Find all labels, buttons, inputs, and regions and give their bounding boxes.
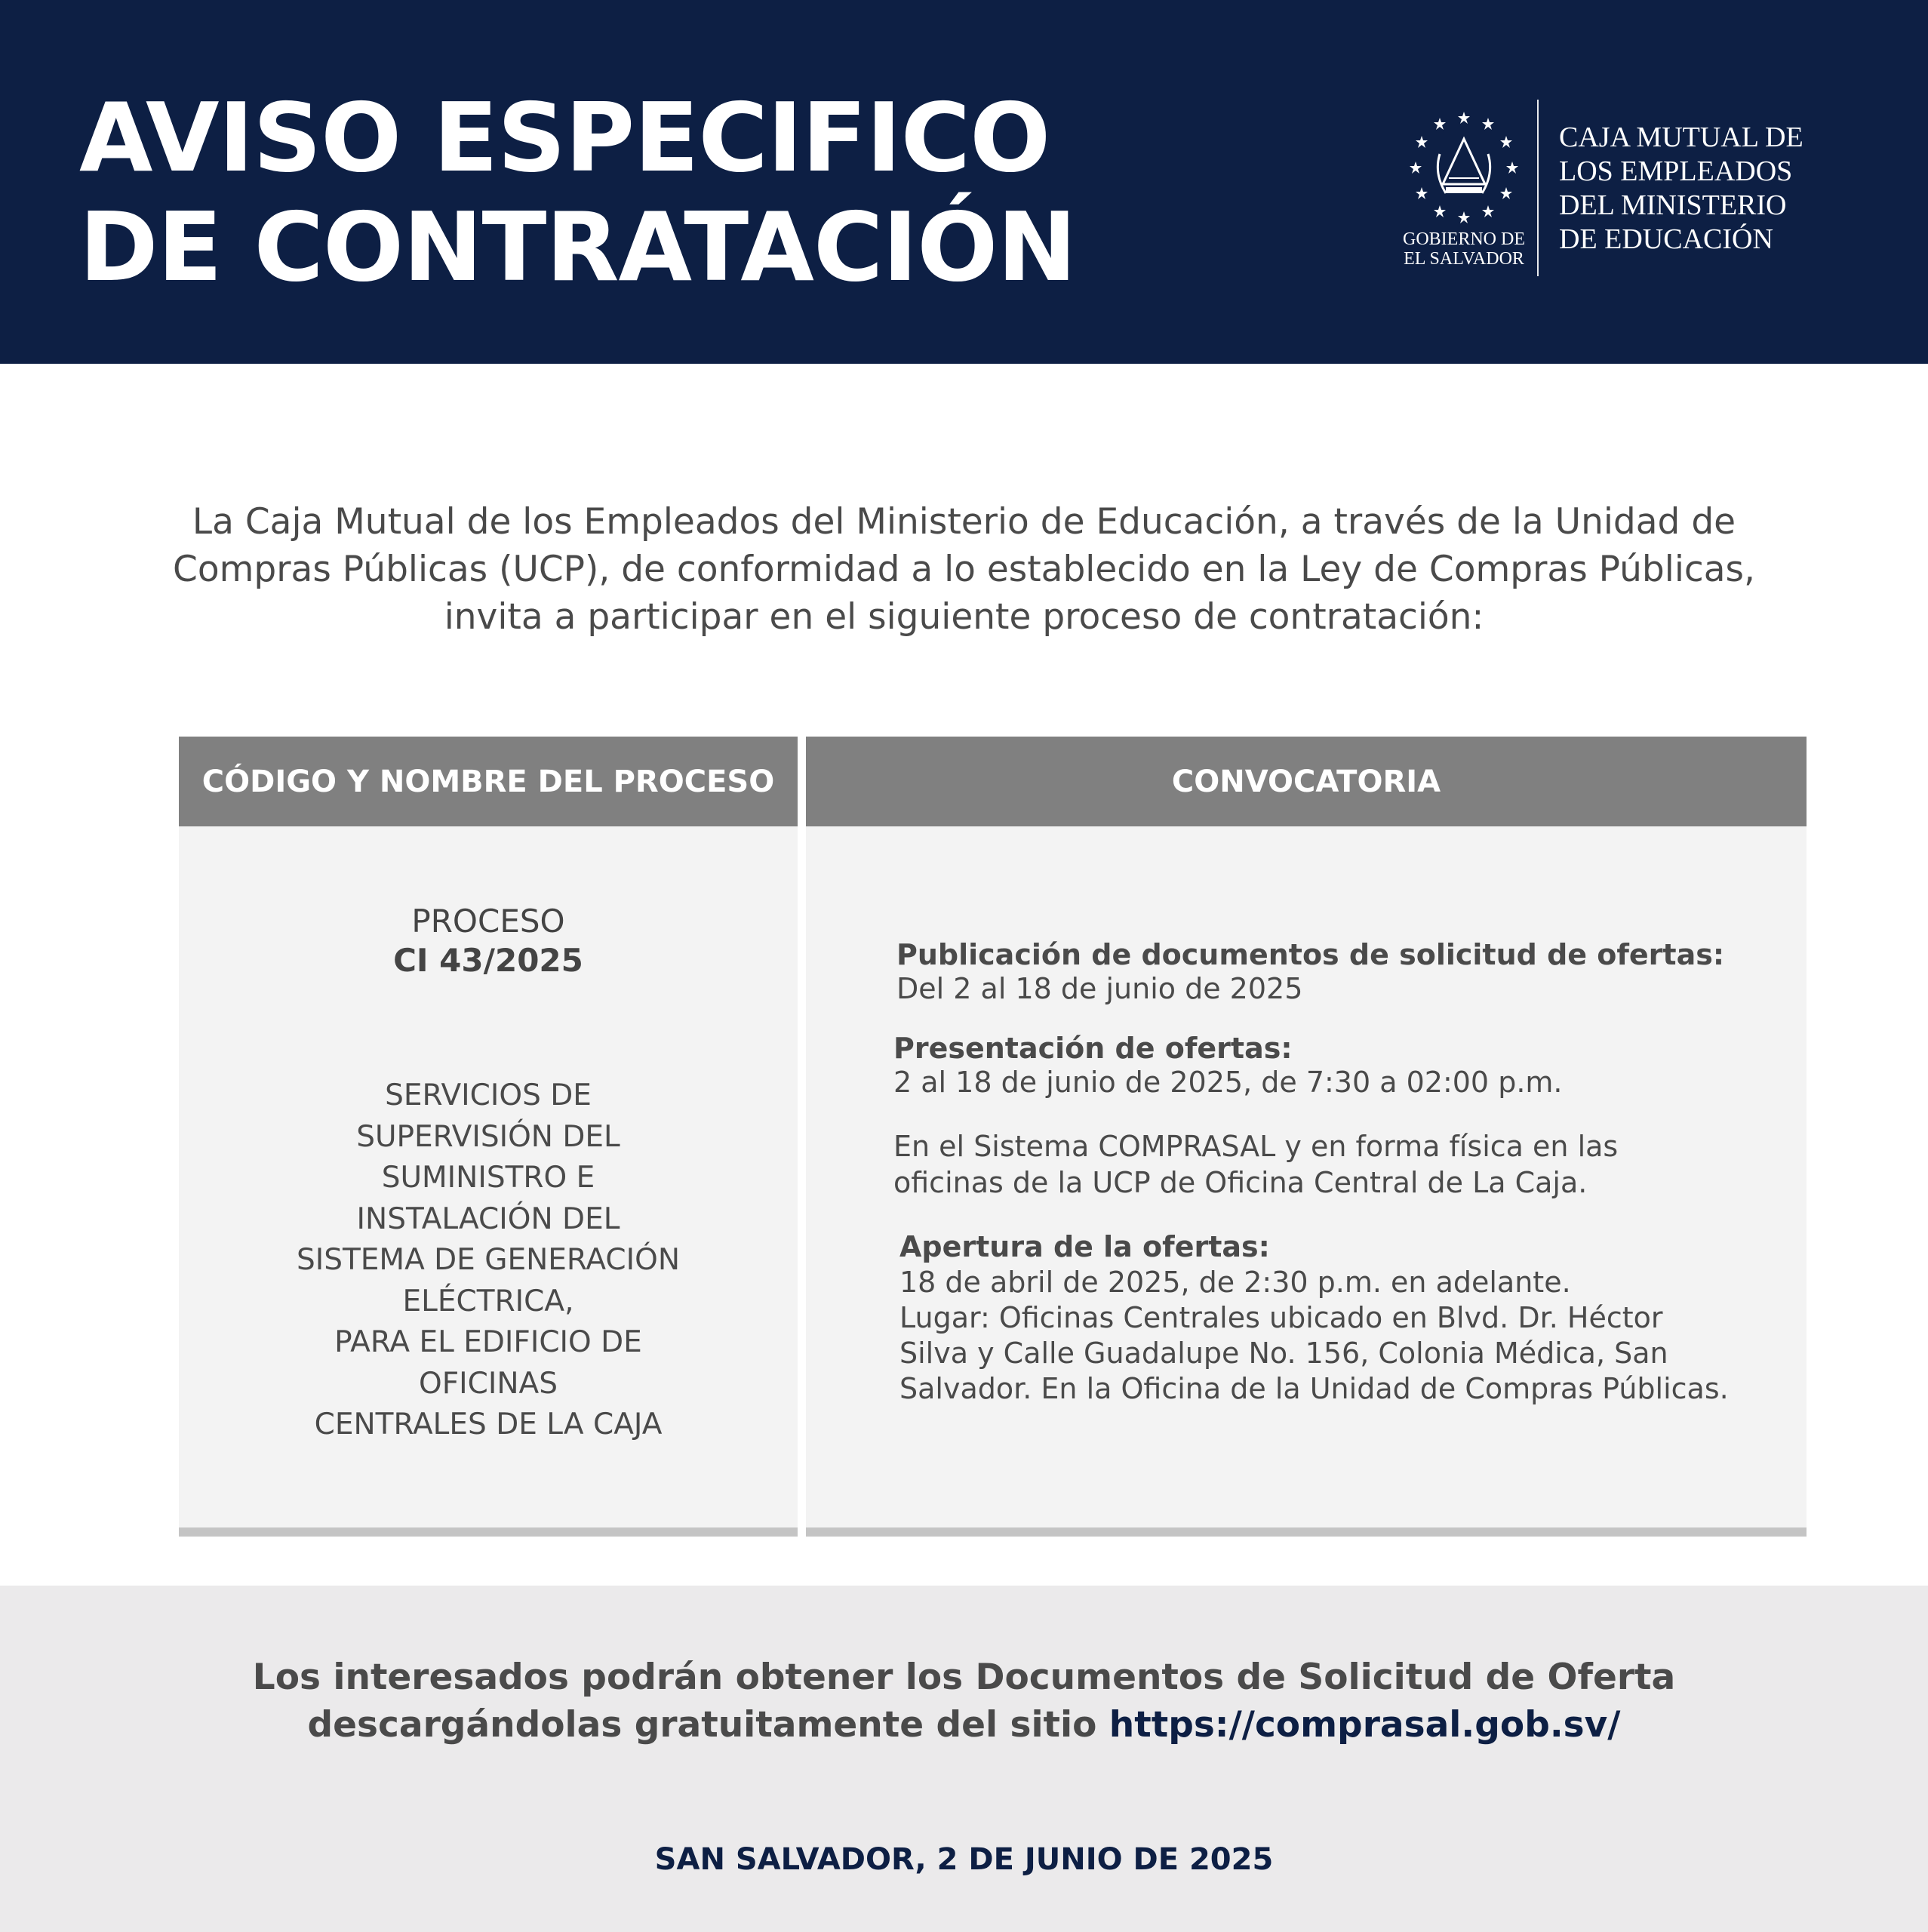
title-line-2: DE CONTRATACIÓN (79, 192, 1076, 303)
logo-divider (1537, 100, 1539, 276)
publication-value: Del 2 al 18 de junio de 2025 (896, 972, 1303, 1005)
presentation-block (893, 1032, 1563, 1100)
presentation-value: 2 al 18 de junio de 2025, de 7:30 a 02:00 p.m. (893, 1066, 1563, 1099)
process-code: CI 43/2025 (393, 942, 583, 979)
process-label: PROCESO (411, 903, 565, 940)
footer-message: Los interesados podrán obtener los Documentos de Solicitud de Oferta descargándolas gratuitamente del sitio https://comprasal.gob.sv/ (252, 1657, 1676, 1746)
process-cell (179, 826, 798, 1537)
system-block: En el Sistema COMPRASAL y en forma física en las oficinas de la UCP de Oficina Central de La Caja. (893, 1130, 1619, 1199)
title-line-1: AVISO ESPECIFICO (79, 82, 1050, 193)
convocatoria-cell (806, 826, 1807, 1537)
process-name: SERVICIOS DE SUPERVISIÓN DEL SUMINISTRO E INSTALACIÓN DEL SISTEMA DE GENERACIÓN ELÉCTRICA, PARA EL EDIFICIO DE OFICINAS CENTRALES DE LA CAJA (296, 1078, 681, 1441)
footer-date: SAN SALVADOR, 2 DE JUNIO DE 2025 (654, 1842, 1274, 1877)
header-banner (0, 0, 1928, 364)
organization-name: CAJA MUTUAL DE LOS EMPLEADOS DEL MINISTERIO DE EDUCACIÓN (1559, 122, 1803, 255)
column-header-process: CÓDIGO Y NOMBRE DEL PROCESO (179, 737, 798, 826)
presentation-label: Presentación de ofertas: (893, 1032, 1293, 1065)
publication-label: Publicación de documentos de solicitud de ofertas: (896, 938, 1725, 971)
process-code-block (179, 902, 798, 980)
comprasal-link[interactable]: https://comprasal.gob.sv/ (1109, 1704, 1621, 1746)
publication-block (896, 938, 1724, 1006)
el-salvador-seal-icon (1404, 106, 1524, 226)
intro-paragraph: La Caja Mutual de los Empleados del Ministerio de Educación, a través de la Unidad de Compras Públicas (UCP), de conformidad a lo establecido en la Ley de Compras Públicas, invita a participar en el siguiente proceso de contratación: (173, 501, 1755, 638)
column-header-convocatoria: CONVOCATORIA (806, 737, 1807, 826)
gov-label: GOBIERNO DE EL SALVADOR (1403, 229, 1525, 269)
opening-label: Apertura de la ofertas: (899, 1230, 1270, 1263)
footer-band (0, 1586, 1928, 1932)
page-title (79, 83, 1076, 302)
opening-block: Apertura de la ofertas: 18 de abril de 2025, de 2:30 p.m. en adelante. Lugar: Oficinas Centrales ubicado en Blvd. Dr. Héctor Silva y Calle Guadalupe No. 156, Colonia Médica, San Salvador. En la Oficina de la Unidad de Compras Públicas. (899, 1230, 1729, 1405)
